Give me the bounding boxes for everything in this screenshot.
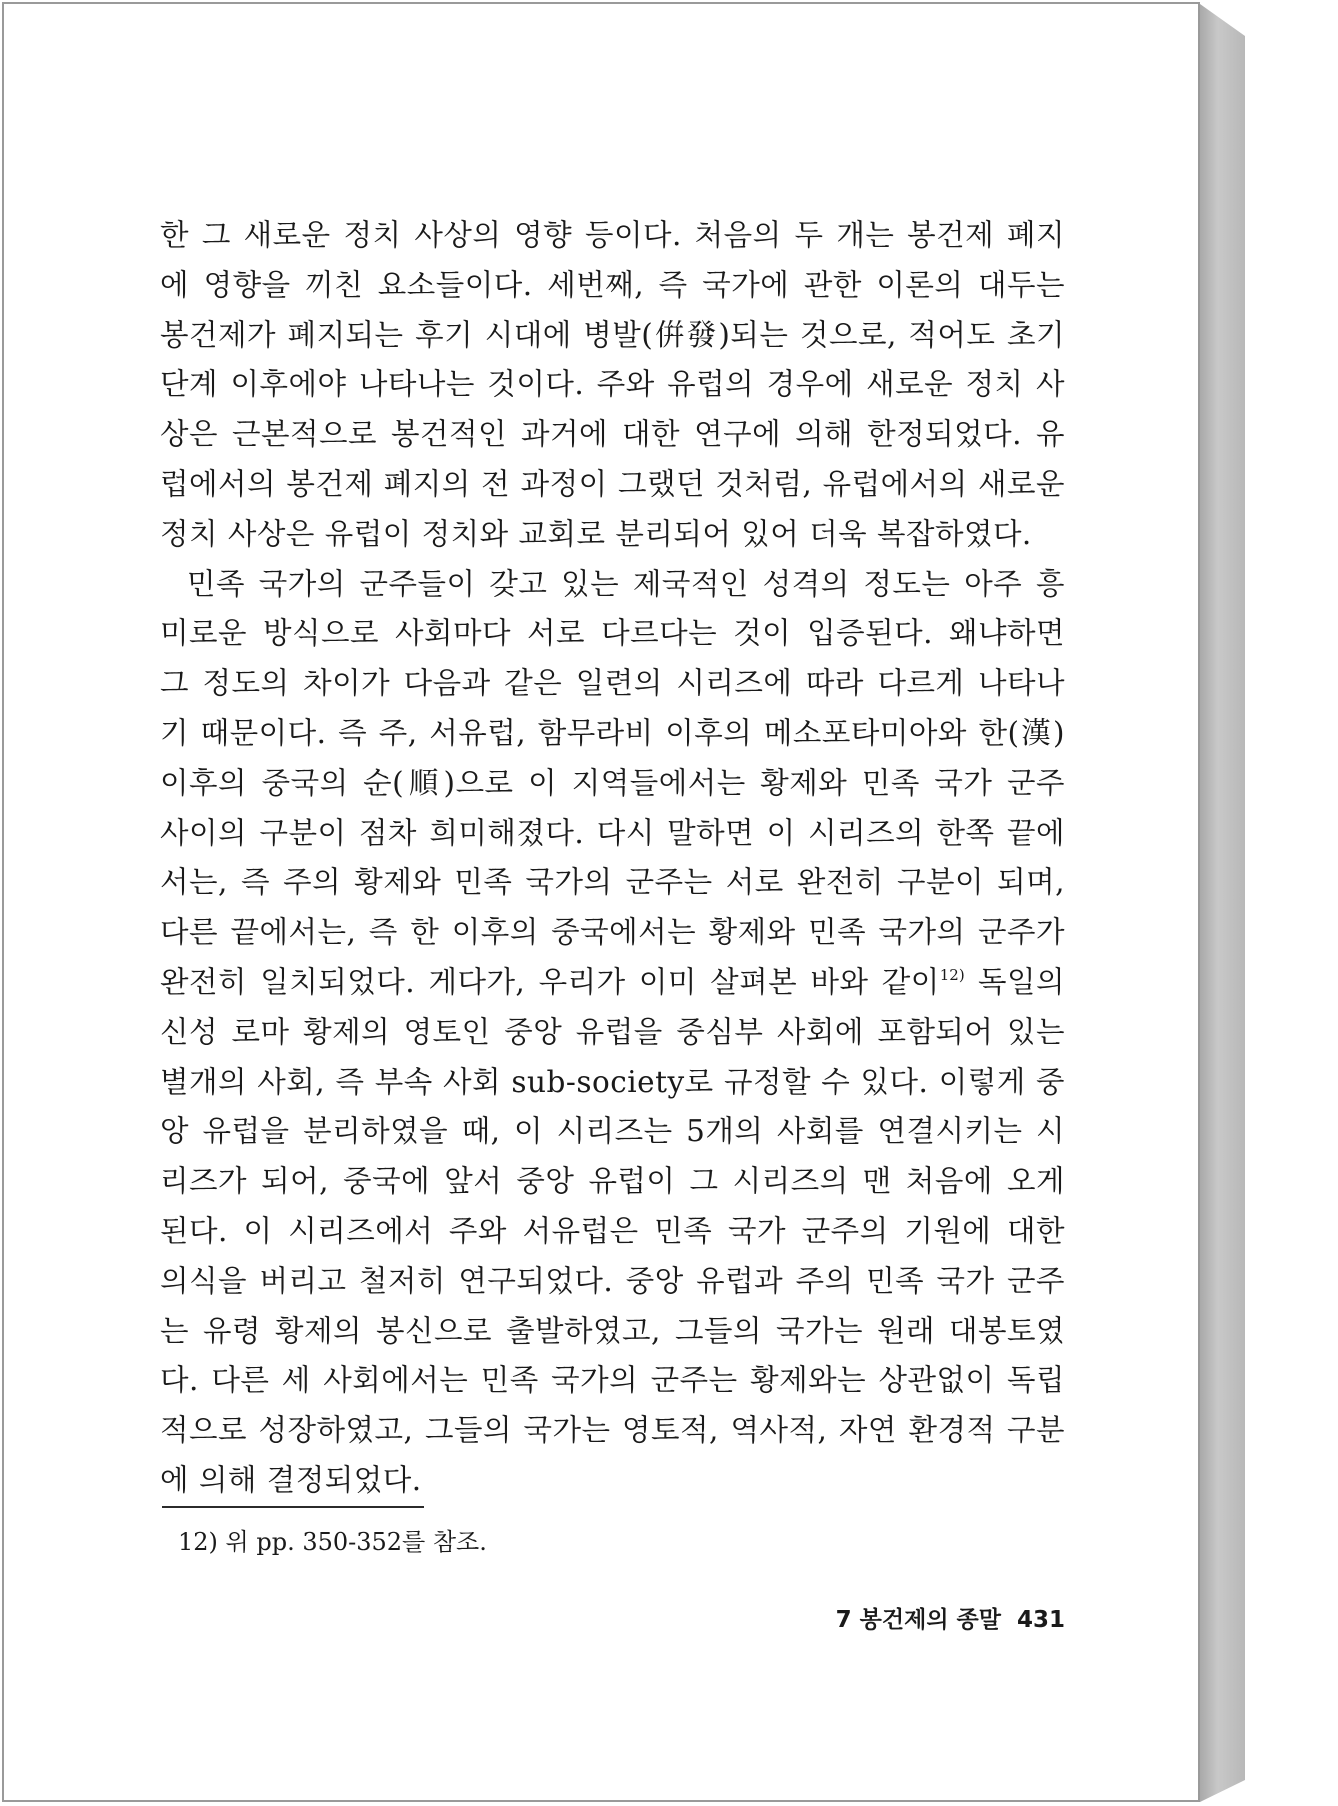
- text-line: 기 때문이다. 즉 주, 서유럽, 함무라비 이후의 메소포타미아와 한(漢): [160, 715, 1065, 750]
- text-line: 그 정도의 차이가 다음과 같은 일련의 시리즈에 따라 다르게 나타나: [160, 666, 1065, 701]
- text-line-head: 완전히 일치되었다. 게다가, 우리가 이미 살펴본 바와 같이: [160, 964, 940, 999]
- running-footer: [815, 1603, 1065, 1637]
- text-line: 적으로 성장하였고, 그들의 국가는 영토적, 역사적, 자연 환경적 구분: [160, 1413, 1065, 1448]
- footnote-divider: [162, 1506, 424, 1508]
- text-line: 다. 다른 세 사회에서는 민족 국가의 군주는 황제와는 상관없이 독립: [160, 1363, 1065, 1398]
- text-line: 는 유령 황제의 봉신으로 출발하였고, 그들의 국가는 원래 대봉토였: [160, 1313, 1065, 1348]
- text-line: 상은 근본적으로 봉건적인 과거에 대한 연구에 의해 한정되었다. 유: [160, 417, 1065, 452]
- text-line: 신성 로마 황제의 영토인 중앙 유럽을 중심부 사회에 포함되어 있는: [160, 1014, 1065, 1049]
- text-line: 에 의해 결정되었다.: [160, 1462, 422, 1497]
- footnote: 12) 위 pp. 350-352를 참조.: [178, 1528, 487, 1556]
- text-line: 별개의 사회, 즉 부속 사회 sub-society로 규정할 수 있다. 이렇게 중: [160, 1064, 1065, 1099]
- footnote-reference[interactable]: 12): [939, 965, 965, 984]
- text-line-with-footnote: [160, 958, 1065, 1008]
- text-line: 럽에서의 봉건제 폐지의 전 과정이 그랬던 것처럼, 유럽에서의 새로운: [160, 466, 1065, 501]
- text-line: 이후의 중국의 순(順)으로 이 지역들에서는 황제와 민족 국가 군주: [160, 765, 1065, 800]
- text-line: 의식을 버리고 철저히 연구되었다. 중앙 유럽과 주의 민족 국가 군주: [160, 1263, 1065, 1298]
- text-line: 한 그 새로운 정치 사상의 영향 등이다. 처음의 두 개는 봉건제 폐지: [160, 218, 1065, 252]
- text-line: 리즈가 되어, 중국에 앞서 중앙 유럽이 그 시리즈의 맨 처음에 오게: [160, 1164, 1065, 1199]
- text-line-tail: 독일의: [964, 964, 1066, 999]
- chapter-title: 7 봉건제의 종말: [835, 1607, 1001, 1633]
- text-line: 봉건제가 폐지되는 후기 시대에 병발(倂發)되는 것으로, 적어도 초기: [160, 317, 1065, 352]
- text-line: 에 영향을 끼친 요소들이다. 세번째, 즉 국가에 관한 이론의 대두는: [160, 267, 1065, 302]
- text-line: 정치 사상은 유럽이 정치와 교회로 분리되어 있어 더욱 복잡하였다.: [160, 516, 1032, 551]
- text-line: 다른 끝에서는, 즉 한 이후의 중국에서는 황제와 민족 국가의 군주가: [160, 915, 1065, 950]
- text-line: 미로운 방식으로 사회마다 서로 다르다는 것이 입증된다. 왜냐하면: [160, 616, 1065, 651]
- text-line: 단계 이후에야 나타나는 것이다. 주와 유럽의 경우에 새로운 정치 사: [160, 367, 1065, 402]
- text-line: 된다. 이 시리즈에서 주와 서유럽은 민족 국가 군주의 기원에 대한: [160, 1213, 1065, 1248]
- text-line: 앙 유럽을 분리하였을 때, 이 시리즈는 5개의 사회를 연결시키는 시: [160, 1114, 1065, 1149]
- text-line: 서는, 즉 주의 황제와 민족 국가의 군주는 서로 완전히 구분이 되며,: [160, 865, 1065, 900]
- body-text: [160, 211, 1065, 1506]
- text-line: 사이의 구분이 점차 희미해졌다. 다시 말하면 이 시리즈의 한쪽 끝에: [160, 815, 1065, 850]
- paragraph-first-line: 민족 국가의 군주들이 갖고 있는 제국적인 성격의 정도는 아주 흥: [187, 566, 1065, 601]
- page-stack-edge: [1200, 4, 1245, 1802]
- page-number: 431: [1016, 1607, 1065, 1633]
